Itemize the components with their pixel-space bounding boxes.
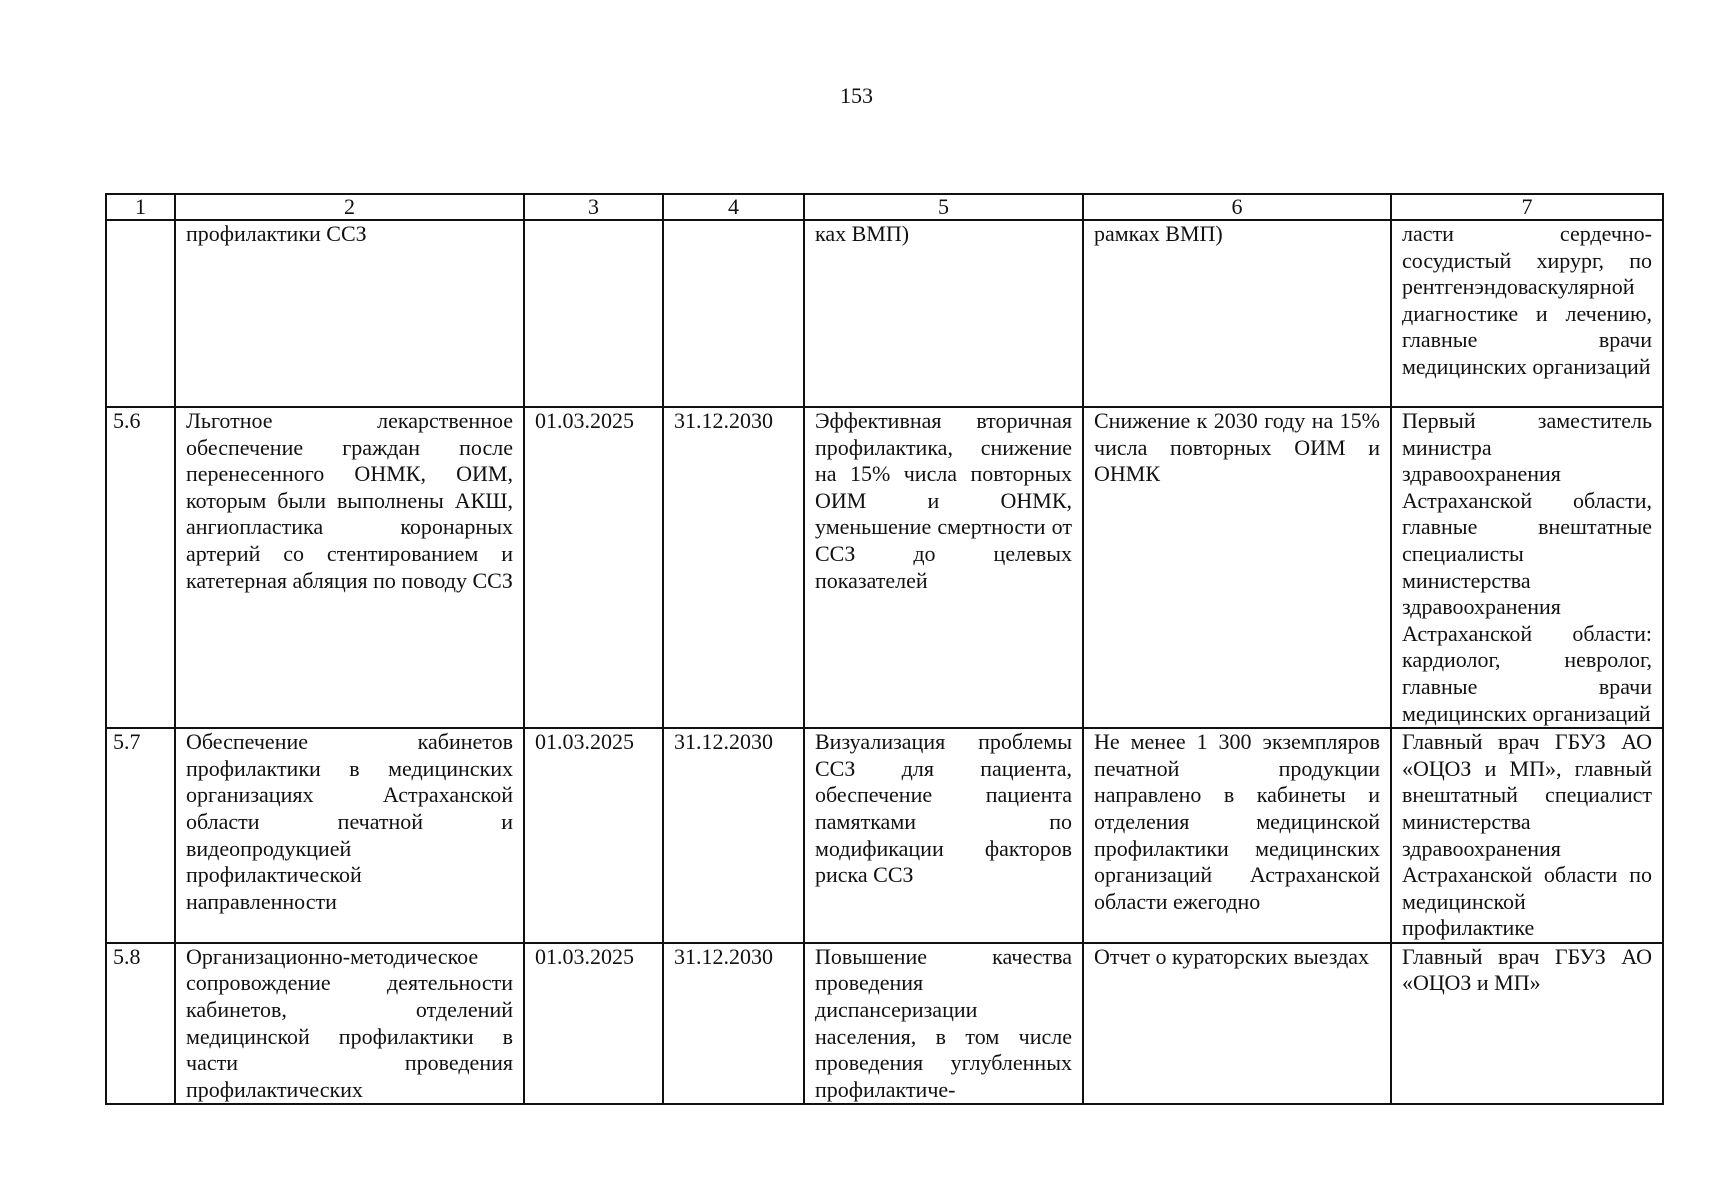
end-date-cell bbox=[663, 220, 804, 407]
responsible-cell: ласти сердечно-сосудистый хирург, по рентгенэндоваскулярной диагностике и лечению, главные врачи медицинских организаций bbox=[1391, 220, 1663, 407]
column-header-5: 5 bbox=[804, 194, 1083, 220]
activity-table bbox=[105, 193, 1664, 1105]
column-header-6: 6 bbox=[1083, 194, 1391, 220]
start-date-cell: 01.03.2025 bbox=[524, 407, 663, 728]
activity-cell: Обеспечение кабинетов профилактики в медицинских организациях Астраханской области печатной и видеопродукцией профилактической направленности bbox=[175, 728, 524, 943]
responsible-cell: Первый заместитель министра здравоохранения Астраханской области, главные внештатные специалисты министерства здравоохранения Астраханской области: кардиолог, невролог, главные врачи медицинских организаций bbox=[1391, 407, 1663, 728]
column-header-2: 2 bbox=[175, 194, 524, 220]
end-date-cell: 31.12.2030 bbox=[663, 728, 804, 943]
start-date-cell bbox=[524, 220, 663, 407]
table-row bbox=[106, 728, 1663, 943]
column-header-1: 1 bbox=[106, 194, 175, 220]
end-date-cell: 31.12.2030 bbox=[663, 407, 804, 728]
row-number: 5.7 bbox=[106, 728, 175, 943]
table-row bbox=[106, 220, 1663, 407]
table-header-row bbox=[106, 194, 1663, 220]
result-cell: Эффективная вторичная профилактика, снижение на 15% числа повторных ОИМ и ОНМК, уменьшение смертности от ССЗ до целевых показателей bbox=[804, 407, 1083, 728]
end-date-cell: 31.12.2030 bbox=[663, 943, 804, 1105]
page-number: 153 bbox=[840, 83, 873, 108]
result-cell: Визуализация проблемы ССЗ для пациента, обеспечение пациента памятками по модификации факторов риска ССЗ bbox=[804, 728, 1083, 943]
start-date-cell: 01.03.2025 bbox=[524, 943, 663, 1105]
responsible-cell: Главный врач ГБУЗ АО «ОЦОЗ и МП» bbox=[1391, 943, 1663, 1105]
table-row bbox=[106, 407, 1663, 728]
column-header-3: 3 bbox=[524, 194, 663, 220]
result-cell: Повышение качества проведения диспансеризации населения, в том числе проведения углубленных профилактиче- bbox=[804, 943, 1083, 1105]
indicator-cell: Снижение к 2030 году на 15% числа повторных ОИМ и ОНМК bbox=[1083, 407, 1391, 728]
responsible-cell: Главный врач ГБУЗ АО «ОЦОЗ и МП», главный внештатный специалист министерства здравоохранения Астраханской области по медицинской профилактике bbox=[1391, 728, 1663, 943]
result-cell: ках ВМП) bbox=[804, 220, 1083, 407]
row-number bbox=[106, 220, 175, 407]
indicator-cell: рамках ВМП) bbox=[1083, 220, 1391, 407]
table-row bbox=[106, 943, 1663, 1105]
start-date-cell: 01.03.2025 bbox=[524, 728, 663, 943]
activity-cell: профилактики ССЗ bbox=[175, 220, 524, 407]
row-number: 5.8 bbox=[106, 943, 175, 1105]
row-number: 5.6 bbox=[106, 407, 175, 728]
column-header-4: 4 bbox=[663, 194, 804, 220]
activity-cell: Организационно-методическое сопровождение деятельности кабинетов, отделений медицинской профилактики в части проведения профилактических bbox=[175, 943, 524, 1105]
column-header-7: 7 bbox=[1391, 194, 1663, 220]
indicator-cell: Отчет о кураторских выездах bbox=[1083, 943, 1391, 1105]
indicator-cell: Не менее 1 300 экземпляров печатной продукции направлено в кабинеты и отделения медицинской профилактики медицинских организаций Астраханской области ежегодно bbox=[1083, 728, 1391, 943]
activity-cell: Льготное лекарственное обеспечение граждан после перенесенного ОНМК, ОИМ, которым были выполнены АКШ, ангиопластика коронарных артерий со стентированием и катетерная абляция по поводу ССЗ bbox=[175, 407, 524, 728]
